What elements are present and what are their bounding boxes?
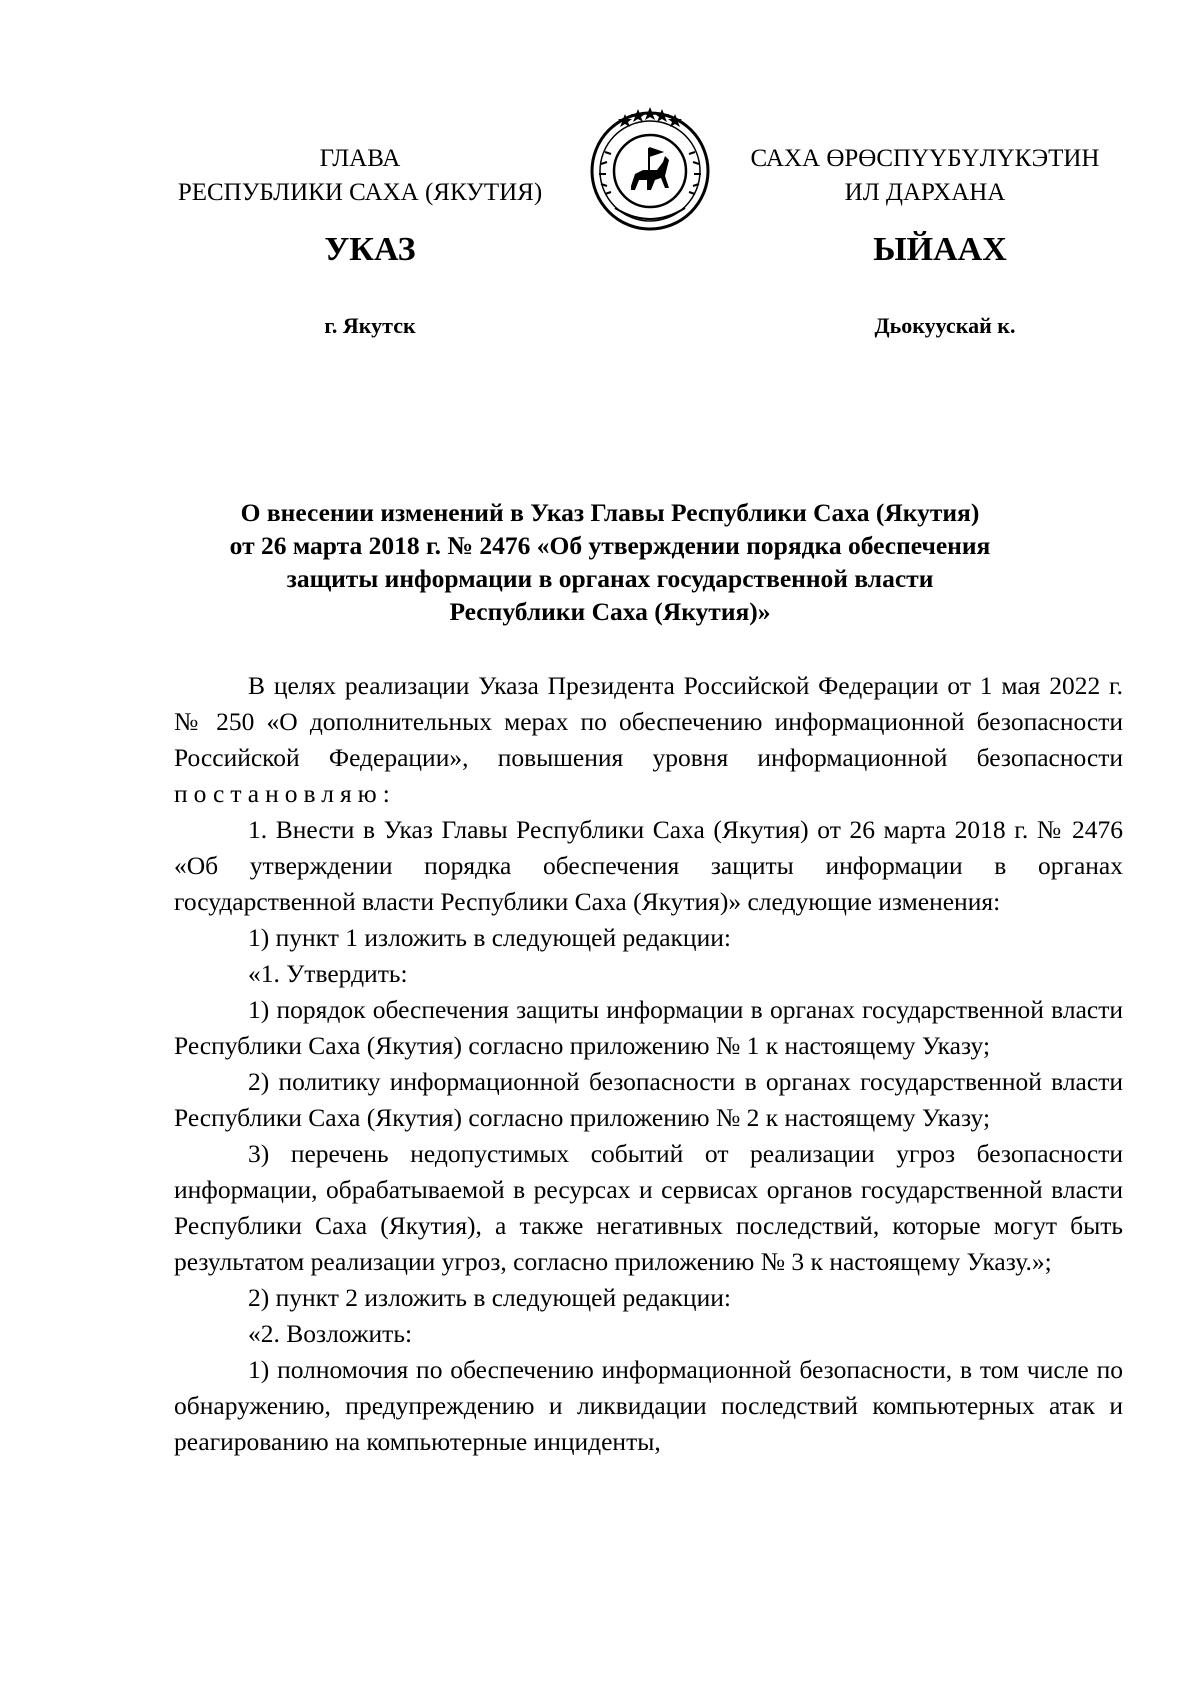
title-line: О внесении изменений в Указ Главы Республики Саха (Якутия) — [240, 498, 980, 527]
doc-type-ru: УКАЗ — [324, 231, 416, 268]
place-ru: г. Якутск — [324, 313, 416, 338]
title-line: Республики Саха (Якутия)» — [449, 597, 771, 626]
preamble-text: В целях реализации Указа Президента Российской Федерации от 1 мая 2022 г. № 250 «О дополнительных мерах по обеспечению информационной безопасности Российской Федерации», повышения уровня информационной безопасности — [174, 671, 1123, 772]
header-left-line1: ГЛАВА — [319, 145, 401, 172]
header-left-line2: РЕСПУБЛИКИ САХА (ЯКУТИЯ) — [177, 179, 543, 206]
document-title — [170, 496, 1050, 628]
preamble-end: : — [382, 779, 390, 808]
paragraph: 2) пункт 2 изложить в следующей редакции: — [248, 1283, 731, 1312]
paragraph: 1. Внести в Указ Главы Республики Саха (Якутия) от 26 марта 2018 г. № 2476 «Об утверждении порядка обеспечения защиты информации в органах государственной власти Республики Саха (Якутия)» следующие изменения: — [174, 815, 1123, 916]
header-right — [740, 142, 1110, 210]
paragraph: 1) полномочия по обеспечению информационной безопасности, в том числе по обнаружению, предупреждению и ликвидации последствий компьютерных атак и реагированию на компьютерные инциденты, — [174, 1355, 1123, 1456]
paragraph: 1) порядок обеспечения защиты информации в органах государственной власти Республики Саха (Якутия) согласно приложению № 1 к настоящему Указу; — [174, 995, 1123, 1060]
header-right-line1: САХА ӨРӨСПҮҮБҮЛҮКЭТИН — [750, 145, 1100, 172]
paragraph: 1) пункт 1 изложить в следующей редакции: — [248, 923, 731, 952]
header-left — [140, 142, 580, 210]
header-right-line2: ИЛ ДАРХАНА — [844, 179, 1006, 206]
place-sah: Дьокуускай к. — [874, 313, 1016, 338]
paragraph: «1. Утвердить: — [248, 959, 408, 988]
paragraph: 3) перечень недопустимых событий от реализации угроз безопасности информации, обрабатываемой в ресурсах и сервисах органов государственной власти Республики Саха (Якутия), а также негативных последствий, которые могут быть результатом реализации угроз, согласно приложению № 3 к настоящему Указу.»; — [174, 1139, 1123, 1276]
title-line: от 26 марта 2018 г. № 2476 «Об утверждении порядка обеспечения — [229, 531, 991, 560]
paragraph: 2) политику информационной безопасности в органах государственной власти Республики Саха (Якутия) согласно приложению № 2 к настоящему Указу; — [174, 1067, 1123, 1132]
decree-word: постановляю — [174, 779, 383, 808]
paragraph: «2. Возложить: — [248, 1319, 413, 1348]
sakha-coat-of-arms-icon — [585, 104, 715, 234]
title-line: защиты информации в органах государственной власти — [286, 564, 934, 593]
doc-type-sah: ЫЙААХ — [873, 231, 1007, 268]
preamble-paragraph — [174, 668, 1123, 812]
document-body — [174, 668, 1123, 1460]
